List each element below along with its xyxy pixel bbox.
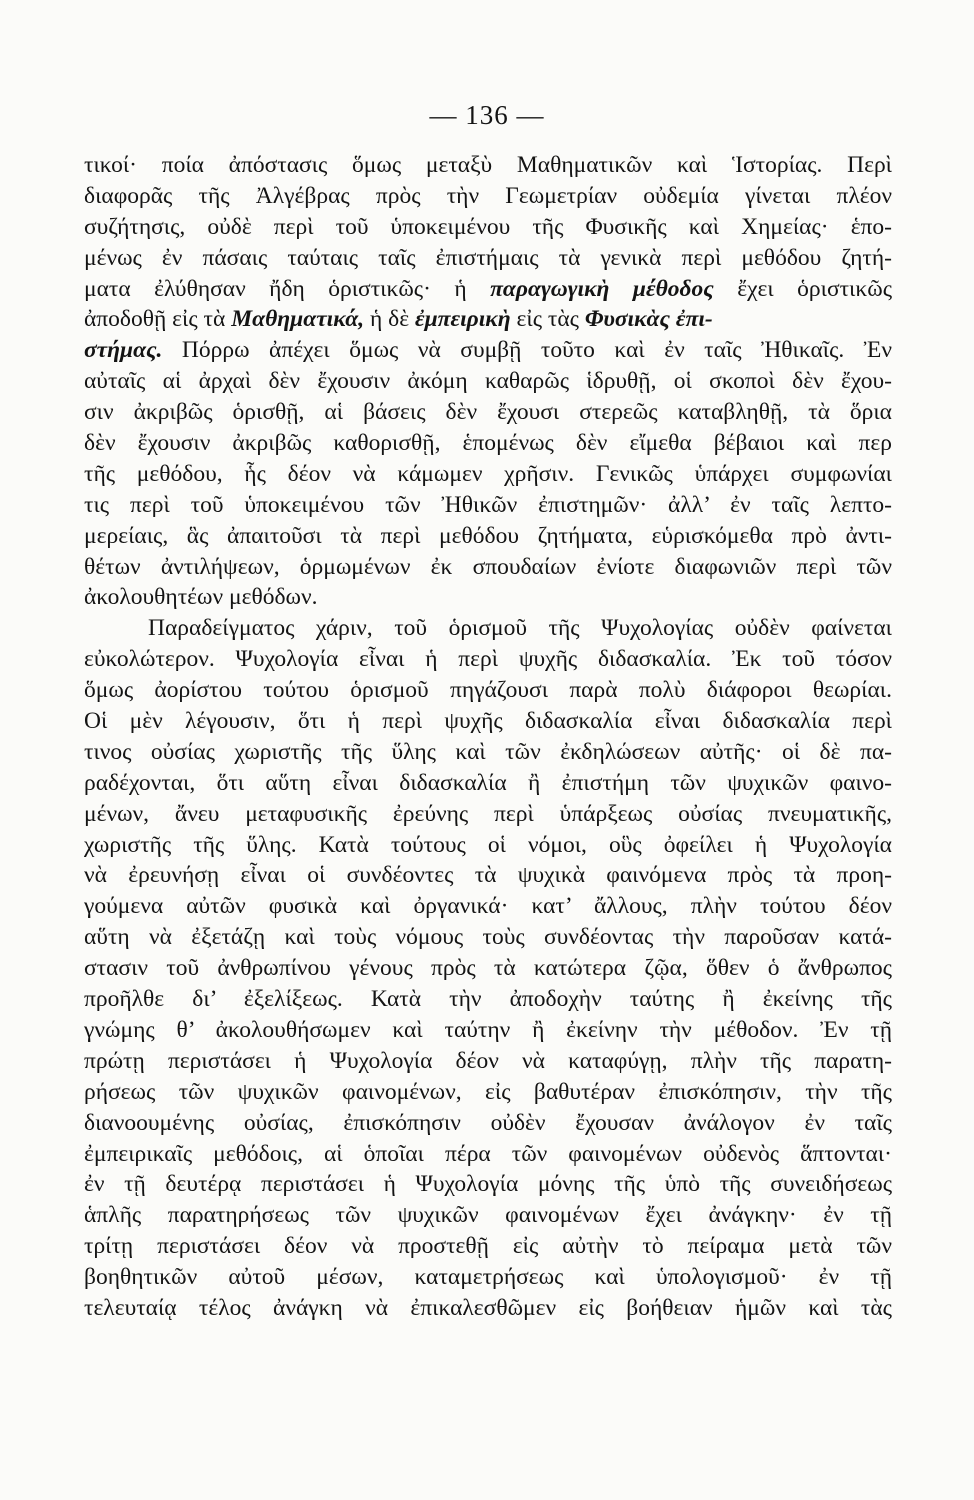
text-segment: πρώτῃ περιστάσει ἡ Ψυχολογία δέον νὰ καταφύγῃ, πλὴν τῆς παρατη- — [84, 1047, 892, 1074]
text-line — [84, 366, 892, 397]
text-segment: προῆλθε δι’ ἐξελίξεως. Κατὰ τὴν ἀποδοχὴν ταύτης ἢ ἐκείνης τῆς — [84, 986, 892, 1013]
emphasized-term: ἐμπειρικὴ — [414, 306, 511, 333]
text-line — [84, 1046, 892, 1077]
text-segment: τελευταίᾳ τέλος ἀνάγκη νὰ ἐπικαλεσθῶμεν εἰς βοήθειαν ἡμῶν καὶ τὰς — [84, 1294, 892, 1321]
text-segment: τῆς μεθόδου, ἧς δέον νὰ κάμωμεν χρῆσιν. Γενικῶς ὑπάρχει συμφωνίαι — [84, 460, 892, 487]
text-segment: αὕτη νὰ ἐξετάζῃ καὶ τοὺς νόμους τοὺς συνδέοντας τὴν παροῦσαν κατά- — [84, 924, 892, 951]
text-segment: δὲν ἔχουσιν ἀκριβῶς καθορισθῇ, ἑπομένως δὲν εἴμεθα βέβαιοι καὶ περ — [84, 430, 892, 457]
text-segment: τικοί· ποία ἀπόστασις ὅμως μεταξὺ Μαθηματικῶν καὶ Ἱστορίας. Περὶ — [84, 152, 892, 178]
text-segment: Πόρρω ἀπέχει ὅμως νὰ συμβῇ τοῦτο καὶ ἐν ταῖς Ἠθικαῖς. Ἐν — [162, 337, 892, 364]
text-segment: ἐμπειρικαῖς μεθόδοις, αἱ ὁποῖαι πέρα τῶν φαινομένων οὐδενὸς ἅπτονται· — [84, 1140, 892, 1167]
emphasized-term: στήμας. — [84, 337, 163, 364]
text-segment: στασιν τοῦ ἀνθρωπίνου γένους πρὸς τὰ κατώτερα ζῷα, ὅθεν ὁ ἄνθρωπος — [84, 955, 892, 982]
text-line — [84, 428, 892, 459]
text-line — [84, 768, 892, 799]
text-line — [84, 860, 892, 891]
text-line — [84, 613, 892, 644]
text-segment: θέτων ἀντιλήψεων, ὁρμωμένων ἐκ σπουδαίων ἐνίοτε διαφωνιῶν περὶ τῶν — [84, 553, 892, 580]
text-line — [84, 644, 892, 675]
text-line — [84, 490, 892, 521]
page-number: — 136 — — [429, 100, 545, 130]
text-segment: ρήσεως τῶν ψυχικῶν φαινομένων, εἰς βαθυτέραν ἐπισκόπησιν, τὴν τῆς — [84, 1078, 892, 1105]
text-segment: ἐν τῇ δευτέρᾳ περιστάσει ἡ Ψυχολογία μόνης τῆς ὑπὸ τῆς συνειδήσεως — [84, 1171, 892, 1198]
text-segment: ἡ δὲ — [364, 306, 415, 333]
text-line — [84, 335, 892, 366]
text-segment: τρίτῃ περιστάσει δέον νὰ προστεθῇ εἰς αὐτὴν τὸ πείραμα μετὰ τῶν — [84, 1233, 892, 1260]
text-segment: ματα ἐλύθησαν ἤδη ὁριστικῶς· ἡ — [84, 275, 491, 302]
text-segment: Οἱ μὲν λέγουσιν, ὅτι ἡ περὶ ψυχῆς διδασκαλία εἶναι διδασκαλία περὶ — [84, 708, 892, 735]
text-line — [84, 1262, 892, 1293]
text-line — [84, 953, 892, 984]
text-segment: μερείαις, ἃς ἀπαιτοῦσι τὰ περὶ μεθόδου ζητήματα, εὑρισκόμεθα πρὸ ἀντι- — [84, 522, 892, 549]
text-segment: διαφορᾶς τῆς Ἀλγέβρας πρὸς τὴν Γεωμετρίαν οὐδεμία γίνεται πλέον — [84, 182, 892, 209]
text-line — [84, 150, 892, 181]
text-segment: συζήτησις, οὐδὲ περὶ τοῦ ὑποκειμένου τῆς Φυσικῆς καὶ Χημείας· ἑπο- — [84, 213, 892, 240]
text-line — [84, 706, 892, 737]
text-line — [84, 1108, 892, 1139]
text-segment: μένων, ἄνευ μεταφυσικῆς ἐρεύνης περὶ ὑπάρξεως οὐσίας πνευματικῆς, — [84, 800, 892, 827]
text-segment: χωριστῆς τῆς ὕλης. Κατὰ τούτους οἱ νόμοι, οὓς ὀφείλει ἡ Ψυχολογία — [84, 831, 892, 858]
text-line — [84, 799, 892, 830]
text-line — [84, 1015, 892, 1046]
text-segment: ἀκολουθητέων μεθόδων. — [84, 584, 318, 611]
text-line — [84, 1293, 892, 1324]
text-line — [84, 1169, 892, 1200]
text-line — [84, 1200, 892, 1231]
text-segment: διανοουμένης οὐσίας, ἐπισκόπησιν οὐδὲν ἔχουσαν ἀνάλογον ἐν ταῖς — [84, 1109, 892, 1136]
text-line — [84, 1231, 892, 1262]
text-line — [84, 830, 892, 861]
emphasized-term: παραγωγικὴ μέθοδος — [490, 275, 714, 302]
text-line — [84, 304, 892, 335]
text-body — [84, 150, 892, 1324]
text-segment: εἰς τὰς — [510, 306, 585, 333]
text-line — [84, 1077, 892, 1108]
text-line — [84, 737, 892, 768]
text-line — [84, 212, 892, 243]
text-line — [84, 397, 892, 428]
text-segment: ραδέχονται, ὅτι αὕτη εἶναι διδασκαλία ἢ ἐπιστήμη τῶν ψυχικῶν φαινο- — [84, 769, 892, 796]
text-line — [84, 891, 892, 922]
text-line — [84, 922, 892, 953]
text-segment: βοηθητικῶν αὐτοῦ μέσων, καταμετρήσεως καὶ ὑπολογισμοῦ· ἐν τῇ — [84, 1264, 892, 1291]
text-line — [84, 582, 892, 613]
text-segment: νὰ ἐρευνήσῃ εἶναι οἱ συνδέοντες τὰ ψυχικὰ φαινόμενα πρὸς τὰ προη- — [84, 862, 892, 889]
text-line — [84, 552, 892, 583]
text-line — [84, 181, 892, 212]
text-line — [84, 459, 892, 490]
text-line — [84, 675, 892, 706]
text-segment: μένως ἐν πάσαις ταύταις ταῖς ἐπιστήμαις τὰ γενικὰ περὶ μεθόδου ζητή- — [84, 244, 892, 271]
text-segment: ὅμως ἀορίστου τούτου ὁρισμοῦ πηγάζουσι παρὰ πολὺ διάφοροι θεωρίαι. — [84, 677, 892, 704]
text-segment: σιν ἀκριβῶς ὁρισθῇ, αἱ βάσεις δὲν ἔχουσι στερεῶς καταβληθῇ, τὰ ὅρια — [84, 399, 892, 426]
text-segment: ἀποδοθῇ εἰς τὰ — [84, 306, 232, 333]
text-line — [84, 984, 892, 1015]
text-segment: αὐταῖς αἱ ἀρχαὶ δὲν ἔχουσιν ἀκόμη καθαρῶς ἱδρυθῇ, οἱ σκοποὶ δὲν ἔχου- — [84, 368, 892, 395]
text-line — [84, 521, 892, 552]
text-segment: ἔχει ὁριστικῶς — [713, 275, 892, 302]
text-segment: τις περὶ τοῦ ὑποκειμένου τῶν Ἠθικῶν ἐπιστημῶν· ἀλλ’ ἐν ταῖς λεπτο- — [84, 491, 892, 518]
emphasized-term: Φυσικὰς ἐπι- — [584, 306, 713, 333]
text-segment: τινος οὐσίας χωριστῆς τῆς ὕλης καὶ τῶν ἐκδηλώσεων αὐτῆς· οἱ δὲ πα- — [84, 738, 892, 765]
text-segment: ἁπλῆς παρατηρήσεως τῶν ψυχικῶν φαινομένων ἔχει ἀνάγκην· ἐν τῇ — [84, 1202, 892, 1229]
text-line — [84, 1139, 892, 1170]
emphasized-term: Μαθηματικά, — [231, 306, 365, 333]
text-segment: εὐκολώτερον. Ψυχολογία εἶναι ἡ περὶ ψυχῆς διδασκαλία. Ἐκ τοῦ τόσον — [84, 646, 892, 673]
text-segment: γνώμης θ’ ἀκολουθήσωμεν καὶ ταύτην ἢ ἐκείνην τὴν μέθοδον. Ἐν τῇ — [84, 1016, 892, 1043]
text-segment: Παραδείγματος χάριν, τοῦ ὁρισμοῦ τῆς Ψυχολογίας οὐδὲν φαίνεται — [148, 615, 892, 642]
text-line — [84, 274, 892, 305]
text-line — [84, 243, 892, 274]
text-segment: γούμενα αὐτῶν φυσικὰ καὶ ὀργανικά· κατ’ ἄλλους, πλὴν τούτου δέον — [84, 893, 892, 920]
